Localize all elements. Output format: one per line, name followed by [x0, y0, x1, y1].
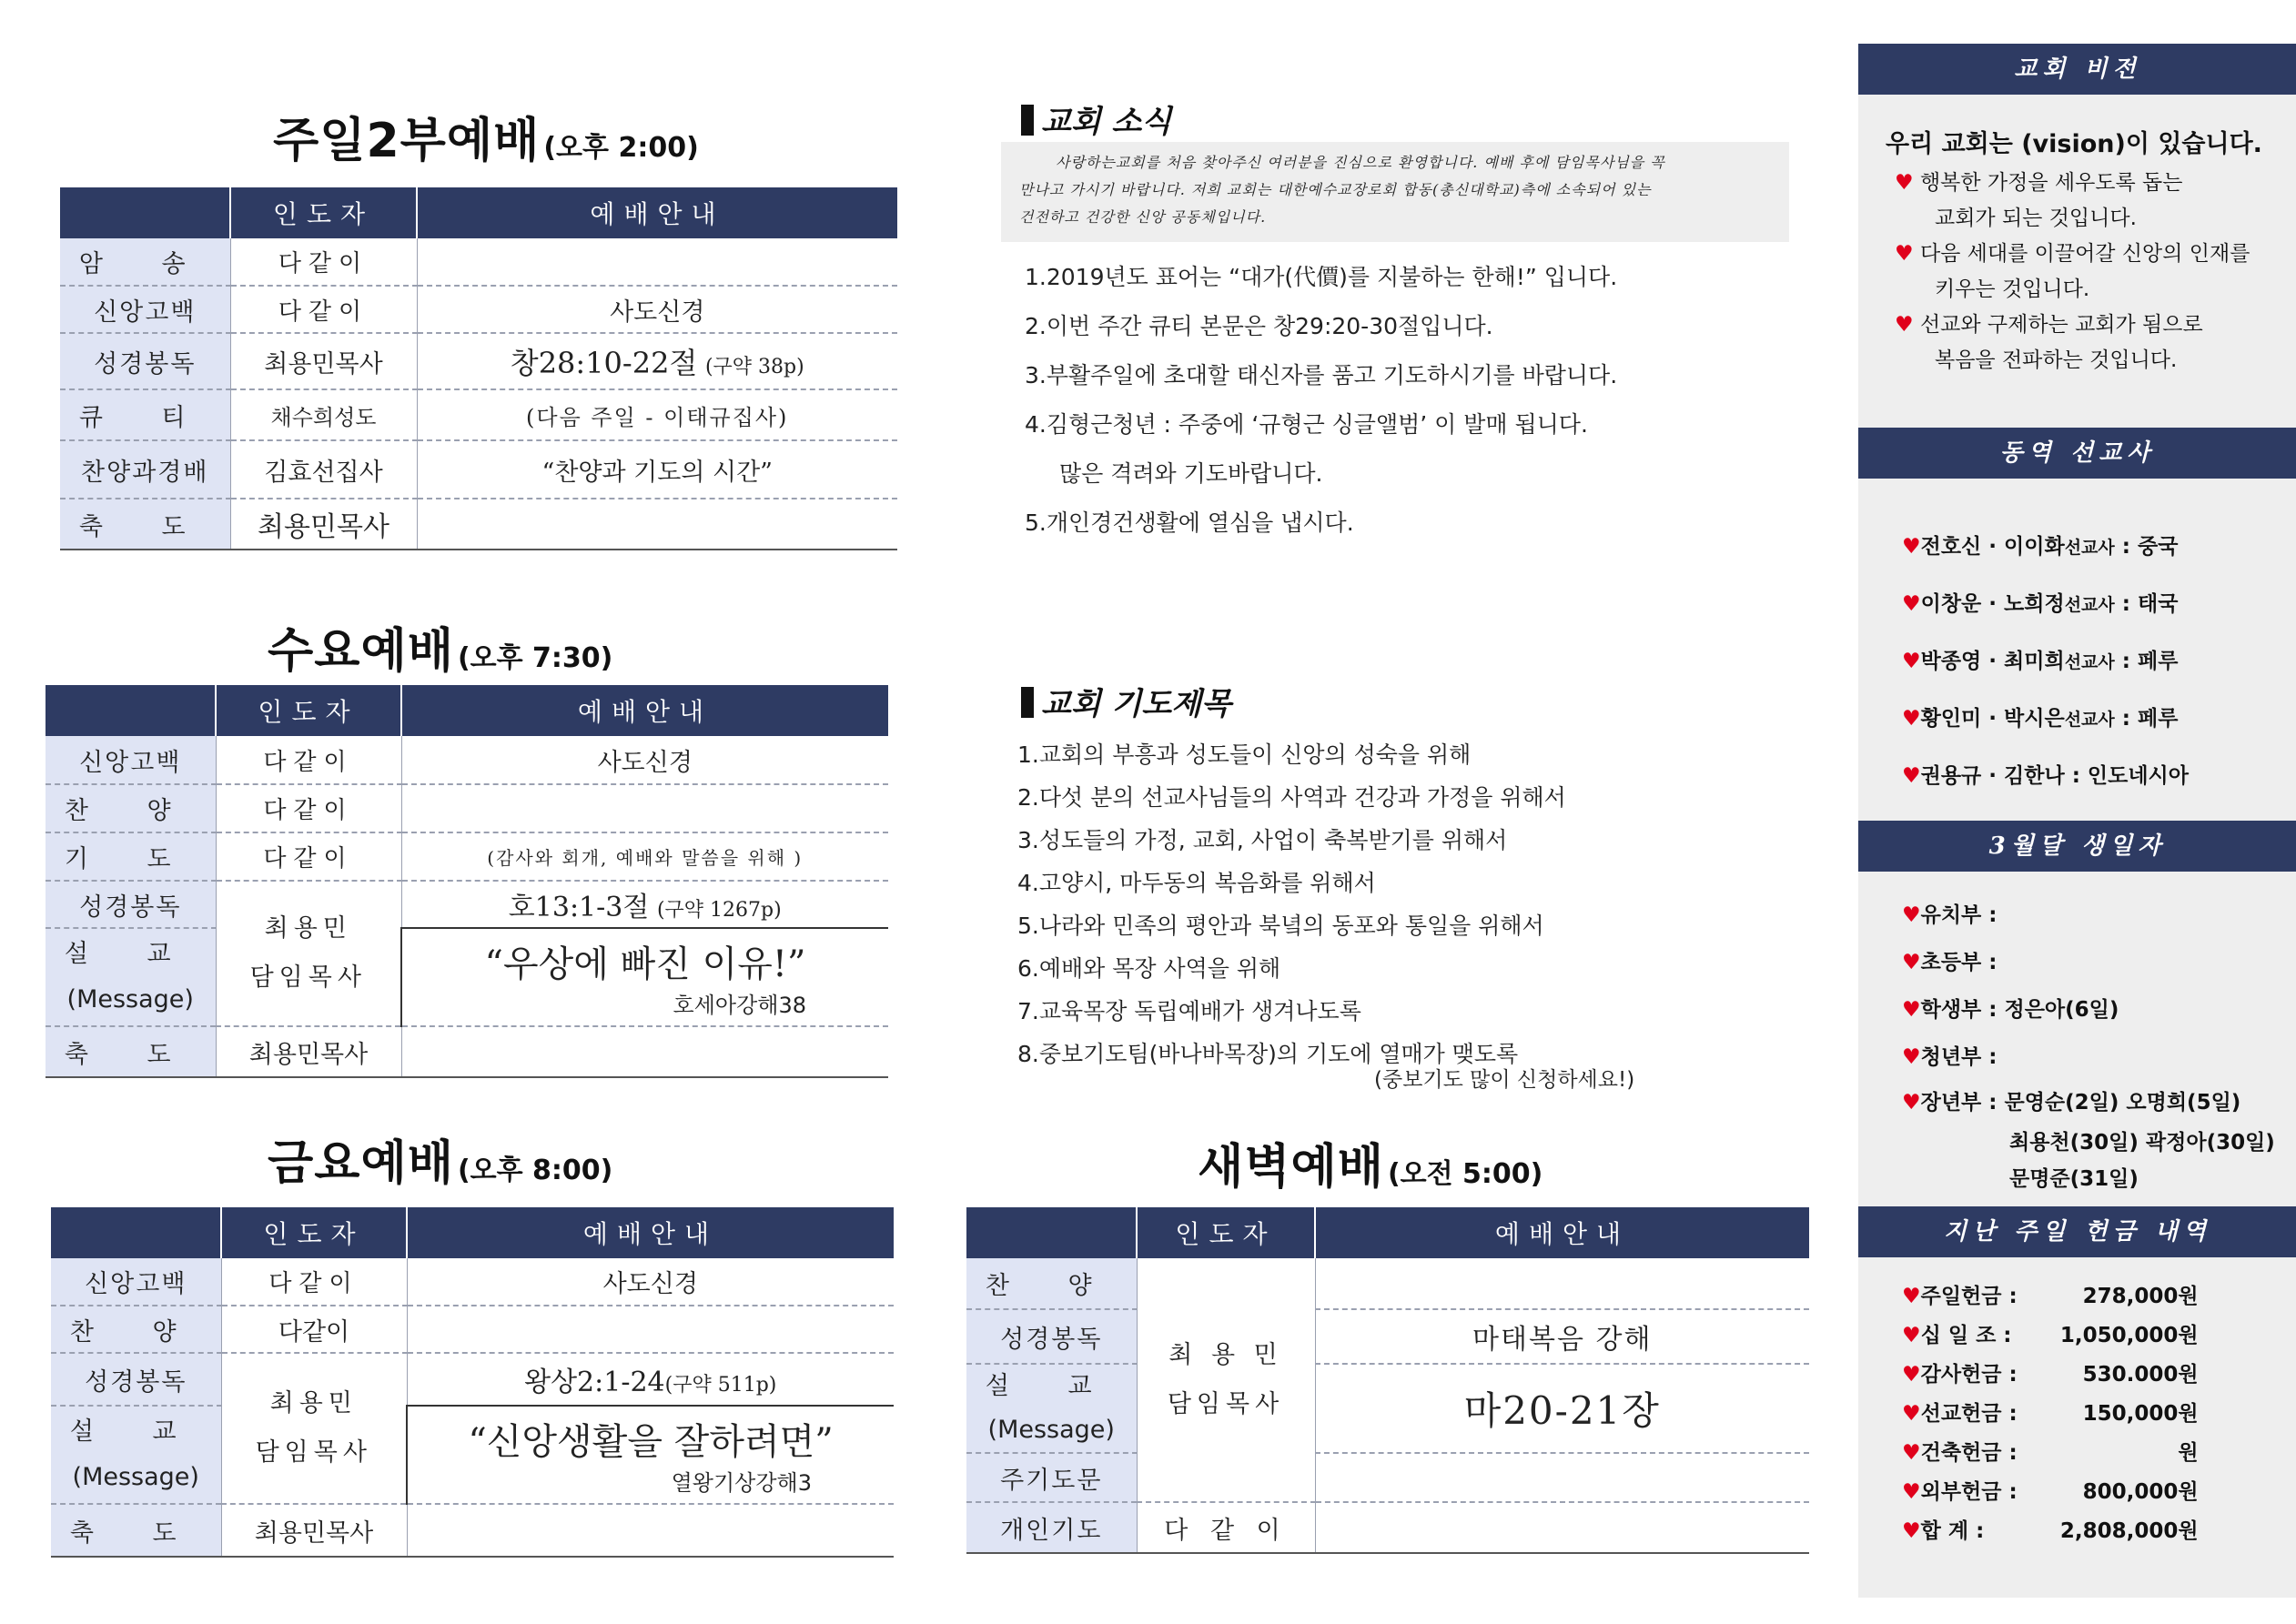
heart-icon: ♥ — [1902, 1363, 1921, 1387]
list-item: 1.2019년도 표어는 “대가(代價)를 지불하는 한해!” 입니다. — [1025, 264, 1618, 290]
row-label — [51, 1406, 221, 1504]
offering-title: 지난 주일 헌금 내역 — [1858, 1206, 2296, 1257]
list-item: 3.부활주일에 초대할 태신자를 품고 기도하시기를 바랍니다. — [1025, 362, 1618, 388]
row-label: 신앙고백 — [51, 1258, 221, 1306]
list-item: ♥청년부 : — [1902, 1045, 1998, 1069]
leader-cell — [216, 881, 401, 1026]
friday-table — [51, 1207, 894, 1558]
table-row — [966, 1258, 1809, 1309]
table-header — [966, 1207, 1809, 1258]
offering-list — [1902, 1277, 2199, 1551]
list-item: ♥학생부 : 정은아(6일) — [1902, 998, 2119, 1022]
row-leader: 김효선집사 — [230, 440, 417, 499]
scripture: 호13:1-3절 — [508, 892, 650, 923]
table-row — [60, 238, 897, 286]
table-header — [46, 685, 888, 736]
heart-icon: ♥ — [1902, 1519, 1921, 1543]
table-header — [60, 187, 897, 238]
table-row — [60, 499, 897, 550]
row-leader: 다같이 — [221, 1306, 407, 1353]
dawn-table — [966, 1207, 1809, 1554]
wednesday-title — [268, 612, 612, 681]
message-label: (Message) — [72, 1463, 199, 1491]
list-item: 6.예배와 목장 사역을 위해 — [1017, 955, 1281, 982]
row-label: 성경봉독 — [46, 881, 216, 928]
section-bar-icon — [1021, 687, 1034, 718]
row-label — [966, 1364, 1137, 1453]
row-info — [417, 238, 897, 286]
table-row — [966, 1309, 1809, 1364]
list-item: ♥주일헌금 : 278,000원 — [1902, 1285, 2199, 1308]
list-item: ♥선교헌금 : 150,000원 — [1902, 1402, 2199, 1426]
table-header — [51, 1207, 894, 1258]
list-item: ♥이창운 · 노희정선교사 : 태국 — [1902, 592, 2179, 616]
heart-icon: ♥ — [1895, 171, 1914, 195]
row-info — [401, 881, 888, 928]
row-label: 신앙고백 — [60, 286, 230, 333]
heart-icon: ♥ — [1902, 650, 1921, 673]
row-leader: 다같이 — [230, 238, 417, 286]
list-item: ♥초등부 : — [1902, 951, 1998, 974]
row-leader: 최용민목사 — [216, 1026, 401, 1077]
table-row — [46, 881, 888, 928]
heart-icon: ♥ — [1902, 1324, 1921, 1347]
table-row — [966, 1364, 1809, 1453]
leader-cell — [1137, 1258, 1315, 1502]
prayer-title-text: 교회 기도제목 — [1041, 686, 1231, 722]
sermon-title: “신앙생활을 잘하려면” — [468, 1421, 834, 1463]
list-item: 3.성도들의 가정, 교회, 사업이 축복받기를 위해서 — [1017, 827, 1508, 853]
intro-line: 만나고 가시기 바랍니다. 저희 교회는 대한예수교장로회 합동(총신대학교)측에 소속되어 있는 — [1019, 181, 1652, 198]
heart-icon: ♥ — [1902, 1402, 1921, 1426]
heart-icon: ♥ — [1902, 1045, 1921, 1069]
leader-title: 담임목사 — [249, 963, 367, 992]
sermon-label: 설 교 — [985, 1372, 1118, 1400]
heart-icon: ♥ — [1902, 1441, 1921, 1465]
heart-icon: ♥ — [1902, 1480, 1921, 1504]
row-leader: 다같이 — [230, 286, 417, 333]
row-leader: 다같이 — [216, 736, 401, 784]
prayer-list — [1017, 733, 1566, 1075]
message-label: (Message) — [987, 1416, 1115, 1444]
vision-item: 다음 세대를 이끌어갈 신앙의 인재를 — [1919, 242, 2250, 266]
row-label: 축 도 — [60, 499, 230, 550]
table-row — [60, 286, 897, 333]
row-info: 마20-21장 — [1315, 1364, 1809, 1453]
row-leader: 다같이 — [216, 784, 401, 832]
row-label: 축 도 — [51, 1504, 221, 1557]
wednesday-table — [46, 685, 888, 1078]
row-info — [401, 1026, 888, 1077]
table-row — [46, 1026, 888, 1077]
heart-icon: ♥ — [1902, 1091, 1921, 1115]
list-item: ♥건축헌금 : 원 — [1902, 1441, 2199, 1465]
heart-icon: ♥ — [1895, 242, 1914, 266]
row-leader: 최용민목사 — [221, 1504, 407, 1557]
row-info: (다음 주일 - 이태규집사) — [417, 389, 897, 440]
row-leader: 다같이 — [221, 1258, 407, 1306]
row-leader: 최용민목사 — [230, 499, 417, 550]
row-label: 주기도문 — [966, 1453, 1137, 1502]
list-item: ♥박종영 · 최미희선교사 : 페루 — [1902, 650, 2179, 673]
news-title — [1021, 96, 1171, 141]
table-row — [60, 389, 897, 440]
header-leader: 인도자 — [230, 187, 417, 238]
list-item: ♥외부헌금 : 800,000원 — [1902, 1480, 2199, 1504]
list-item: ♥장년부 : 문영순(2일) 오명희(5일) — [1902, 1091, 2241, 1115]
sunday2-table — [60, 187, 897, 550]
heart-icon: ♥ — [1902, 998, 1921, 1022]
scripture: 창28:10-22절 — [510, 346, 698, 380]
sermon-book: 호세아강해38 — [673, 993, 806, 1018]
row-info — [407, 1504, 894, 1557]
news-list — [1025, 253, 1617, 548]
list-item: 문명준(31일) — [2009, 1167, 2139, 1191]
heart-icon: ♥ — [1895, 313, 1914, 337]
list-item: 8.중보기도팀(바나바목장)의 기도에 열매가 맺도록 — [1017, 1041, 1519, 1067]
vision-item: 선교와 구제하는 교회가 됨으로 — [1919, 313, 2203, 337]
list-item: 4.김형근청년 : 주중에 ‘규형근 싱글앨범’ 이 발매 됩니다. — [1025, 411, 1588, 438]
list-item: 5.나라와 민족의 평안과 북녘의 동포와 통일을 위해서 — [1017, 913, 1544, 939]
leader-name: 최 용 민 — [1168, 1340, 1283, 1369]
row-leader: 채수희성도 — [230, 389, 417, 440]
leader-cell — [221, 1353, 407, 1504]
row-label: 기 도 — [46, 832, 216, 881]
row-info: 사도신경 — [407, 1258, 894, 1306]
list-item: 4.고양시, 마두동의 복음화를 위해서 — [1017, 870, 1376, 896]
sermon-title: “우상에 빠진 이유!” — [484, 943, 806, 985]
section-bar-icon — [1021, 105, 1034, 136]
header-info: 예배안내 — [407, 1207, 894, 1258]
list-item: ♥감사헌금 : 530.000원 — [1902, 1363, 2199, 1387]
row-label: 찬 양 — [46, 784, 216, 832]
friday-title — [268, 1125, 612, 1193]
heart-icon: ♥ — [1902, 764, 1921, 788]
friday-time: (오후 8:00) — [457, 1155, 613, 1186]
table-row — [46, 832, 888, 881]
header-info: 예배안내 — [1315, 1207, 1809, 1258]
list-item: 7.교육목장 독립예배가 생겨나도록 — [1017, 998, 1361, 1024]
row-info — [1315, 1453, 1809, 1502]
wednesday-time: (오후 7:30) — [457, 642, 613, 674]
list-item: ♥십 일 조 : 1,050,000원 — [1902, 1324, 2199, 1347]
table-row — [60, 440, 897, 499]
row-label: 성경봉독 — [60, 333, 230, 389]
vision-lead: 우리 교회는 (vision)이 있습니다. — [1886, 130, 2262, 158]
list-item: ♥황인미 · 박시은선교사 : 페루 — [1902, 707, 2179, 731]
leader-name: 최용민 — [264, 914, 352, 943]
row-info — [417, 499, 897, 550]
missionaries-list — [1902, 519, 2189, 805]
sunday2-time: (오후 2:00) — [543, 132, 699, 164]
dawn-title — [1198, 1128, 1542, 1196]
list-item: 최용천(30일) 곽정아(30일) — [2009, 1131, 2275, 1155]
sermon-cell — [407, 1406, 894, 1504]
list-item: 2.다섯 분의 선교사님들의 사역과 건강과 가정을 위해서 — [1017, 784, 1566, 811]
sermon-label: 설 교 — [64, 940, 197, 968]
row-leader: 최용민목사 — [230, 333, 417, 389]
heart-icon: ♥ — [1902, 592, 1921, 616]
row-label: 성경봉독 — [966, 1309, 1137, 1364]
row-info: “찬양과 기도의 시간” — [417, 440, 897, 499]
heart-icon: ♥ — [1902, 535, 1921, 559]
row-info: 사도신경 — [401, 736, 888, 784]
list-item: 2.이번 주간 큐티 본문은 창29:20-30절입니다. — [1025, 313, 1493, 339]
scripture-ref: (구약 38p) — [704, 356, 804, 378]
leader-title: 담임목사 — [255, 1438, 372, 1467]
table-row — [966, 1502, 1809, 1553]
row-label: 찬 양 — [51, 1306, 221, 1353]
news-intro — [1001, 142, 1789, 242]
list-item: 5.개인경건생활에 열심을 냅시다. — [1025, 509, 1354, 536]
heart-icon: ♥ — [1902, 951, 1921, 974]
news-title-text: 교회 소식 — [1041, 104, 1172, 140]
dawn-time: (오전 5:00) — [1387, 1158, 1543, 1190]
row-leader: 다 같 이 — [1137, 1502, 1315, 1553]
header-leader: 인도자 — [216, 685, 401, 736]
row-label: 큐 티 — [60, 389, 230, 440]
header-info: 예배안내 — [401, 685, 888, 736]
birthdays-list — [1902, 892, 2275, 1197]
scripture-ref: (구약 1267p) — [656, 899, 782, 922]
leader-name: 최용민 — [269, 1389, 358, 1417]
row-label: 찬 양 — [966, 1258, 1137, 1309]
row-leader: 다같이 — [216, 832, 401, 881]
row-info — [407, 1353, 894, 1406]
scripture: 왕상2:1-24 — [524, 1367, 665, 1398]
vision-list — [1895, 166, 2250, 378]
row-label: 암 송 — [60, 238, 230, 286]
row-label: 찬양과경배 — [60, 440, 230, 499]
vision-item: 행복한 가정을 세우도록 돕는 — [1919, 171, 2183, 195]
row-info — [417, 333, 897, 389]
list-item: ♥합 계 : 2,808,000원 — [1902, 1519, 2199, 1543]
row-label: 성경봉독 — [51, 1353, 221, 1406]
table-row — [51, 1353, 894, 1406]
leader-title: 담임목사 — [1167, 1389, 1285, 1418]
table-row — [46, 928, 888, 1026]
sermon-cell — [401, 928, 888, 1026]
vision-title: 교회 비전 — [1858, 44, 2296, 95]
scripture-ref: (구약 511p) — [664, 1374, 777, 1397]
intro-line: 건전하고 건강한 신앙 공동체입니다. — [1019, 208, 1267, 226]
list-item: ♥유치부 : — [1902, 903, 1998, 927]
heart-icon: ♥ — [1902, 1285, 1921, 1308]
table-row — [51, 1406, 894, 1504]
header-info: 예배안내 — [417, 187, 897, 238]
row-label — [46, 928, 216, 1026]
vision-item: 키우는 것입니다. — [1935, 277, 2090, 301]
row-info: 마태복음 강해 — [1315, 1309, 1809, 1364]
table-row — [46, 784, 888, 832]
row-label: 축 도 — [46, 1026, 216, 1077]
intro-line: 사랑하는교회를 처음 찾아주신 여러분을 진심으로 환영합니다. 예배 후에 담임목사님을 꼭 — [1056, 154, 1665, 171]
sermon-book: 열왕기상강해3 — [671, 1470, 812, 1496]
sunday2-title-text: 주일2부예배 — [273, 114, 541, 168]
missionaries-title: 동역 선교사 — [1858, 428, 2296, 479]
header-leader: 인도자 — [221, 1207, 407, 1258]
sunday2-title — [273, 102, 699, 170]
row-info — [1315, 1502, 1809, 1553]
row-info: (감사와 회개, 예배와 말씀을 위해 ) — [401, 832, 888, 881]
table-row — [51, 1306, 894, 1353]
row-info: 사도신경 — [417, 286, 897, 333]
row-info — [407, 1306, 894, 1353]
table-row — [51, 1504, 894, 1557]
list-item: ♥권용규 · 김한나 : 인도네시아 — [1902, 764, 2189, 788]
heart-icon: ♥ — [1902, 707, 1921, 731]
message-label: (Message) — [66, 985, 194, 1014]
row-label: 개인기도 — [966, 1502, 1137, 1553]
table-row — [60, 333, 897, 389]
row-info — [1315, 1258, 1809, 1309]
sermon-label: 설 교 — [69, 1417, 202, 1446]
header-leader: 인도자 — [1137, 1207, 1315, 1258]
prayer-note: (중보기도 많이 신청하세요!) — [1374, 1068, 1635, 1092]
list-item: 1.교회의 부흥과 성도들이 신앙의 성숙을 위해 — [1017, 741, 1472, 768]
table-row — [46, 736, 888, 784]
list-item: ♥전호신 · 이이화선교사 : 중국 — [1902, 535, 2179, 559]
dawn-title-text: 새벽예배 — [1198, 1140, 1384, 1195]
vision-item: 복음을 전파하는 것입니다. — [1935, 348, 2178, 372]
friday-title-text: 금요예배 — [268, 1136, 454, 1191]
wednesday-title-text: 수요예배 — [268, 624, 454, 679]
vision-item: 교회가 되는 것입니다. — [1935, 207, 2137, 230]
table-row — [51, 1258, 894, 1306]
row-info — [401, 784, 888, 832]
table-row — [966, 1453, 1809, 1502]
heart-icon: ♥ — [1902, 903, 1921, 927]
list-item: 많은 격려와 기도바랍니다. — [1059, 460, 1323, 487]
row-label: 신앙고백 — [46, 736, 216, 784]
prayer-title — [1021, 679, 1231, 723]
birthdays-title: 3월달 생일자 — [1858, 821, 2296, 872]
